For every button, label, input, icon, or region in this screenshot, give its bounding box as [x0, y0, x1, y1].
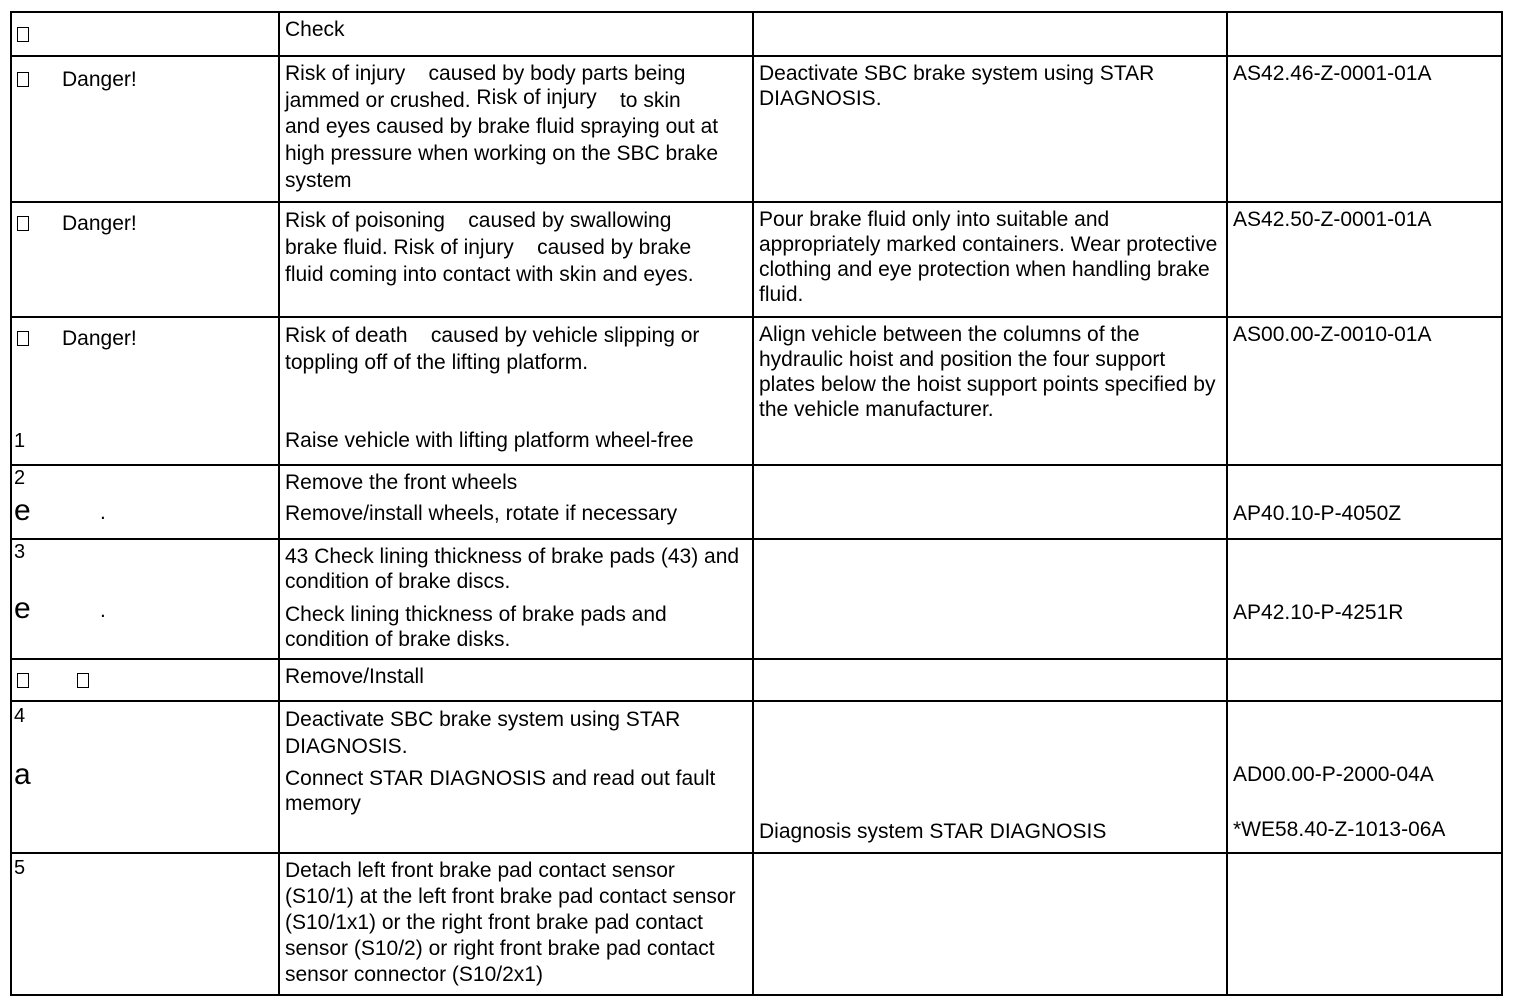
- cell-risk: [279, 56, 753, 202]
- step-title: Remove the front wheels: [285, 471, 518, 494]
- step-number: 2: [14, 467, 26, 489]
- risk-text: Risk of injury: [476, 86, 597, 109]
- remove-symbol-icon: [17, 673, 29, 688]
- cell-section-label: [279, 659, 753, 701]
- cell-reference: [1227, 539, 1502, 659]
- reference-link[interactable]: AP42.10-P-4251R: [1233, 601, 1404, 624]
- cell-measure: [753, 202, 1227, 317]
- step-number: 3: [14, 541, 26, 563]
- cell-danger-label: [11, 317, 279, 465]
- danger-label: Danger!: [62, 68, 137, 91]
- step-mark-dot: .: [100, 501, 106, 524]
- cell-step: [11, 701, 279, 853]
- cell-symbol: [11, 12, 279, 56]
- cell-empty: [753, 465, 1227, 539]
- step-text: Raise vehicle with lifting platform wheel-free: [285, 429, 694, 452]
- check-symbol-icon: [17, 27, 29, 42]
- cell-reference: [1227, 202, 1502, 317]
- cell-danger-label: [11, 56, 279, 202]
- step-mark-icon: e: [14, 592, 31, 625]
- cell-step: [11, 853, 279, 995]
- cell-empty: [1227, 853, 1502, 995]
- step-number: 1: [14, 430, 26, 452]
- cell-measure: [753, 317, 1227, 465]
- risk-text: Risk of death: [285, 324, 408, 347]
- step-mark-dot: .: [100, 599, 106, 622]
- measure-text: Deactivate SBC brake system using STAR DIAGNOSIS.: [759, 62, 1155, 110]
- cell-empty: [753, 539, 1227, 659]
- cell-step-text: [279, 701, 753, 853]
- cell-empty: [1227, 659, 1502, 701]
- cell-step: [11, 539, 279, 659]
- step-mark-icon: a: [14, 758, 31, 791]
- table-row-danger-3: [11, 317, 1502, 465]
- step-title: 43 Check lining thickness of brake pads (43) and condition of brake discs.: [285, 545, 740, 593]
- cell-tool: [753, 701, 1227, 853]
- risk-cause-text: caused by swallowing: [468, 209, 672, 232]
- cell-risk: [279, 317, 753, 465]
- cell-step-text: [279, 465, 753, 539]
- cell-empty: [1227, 12, 1502, 56]
- cell-empty: [753, 12, 1227, 56]
- warning-symbol-icon: [17, 72, 29, 87]
- risk-cause-text: to skin: [619, 89, 681, 112]
- danger-label: Danger!: [62, 327, 137, 350]
- reference-link[interactable]: AD00.00-P-2000-04A: [1233, 763, 1434, 786]
- risk-text: brake fluid. Risk of injury: [285, 236, 514, 259]
- cell-reference: [1227, 56, 1502, 202]
- step-title: Deactivate SBC brake system using STAR DIAGNOSIS.: [285, 708, 681, 758]
- risk-cause-text: caused by vehicle slipping or: [430, 324, 700, 347]
- step-subtext: Connect STAR DIAGNOSIS and read out fault memory: [285, 767, 716, 815]
- risk-text: Risk of injury: [285, 62, 406, 85]
- cell-reference: [1227, 465, 1502, 539]
- table-row-danger-2: [11, 202, 1502, 317]
- risk-text: jammed or crushed.: [285, 89, 471, 112]
- table-row-step-3: [11, 539, 1502, 659]
- warning-symbol-icon: [17, 216, 29, 231]
- cell-step: [11, 465, 279, 539]
- reference-link[interactable]: AS00.00-Z-0010-01A: [1233, 323, 1432, 346]
- measure-text: Pour brake fluid only into suitable and appropriately marked containers. Wear protective clothing and eye protection when handling brake fluid.: [759, 208, 1218, 306]
- check-label: Check: [285, 18, 345, 41]
- cell-measure: [753, 56, 1227, 202]
- table-row-step-5: [11, 853, 1502, 995]
- cell-danger-label: [11, 202, 279, 317]
- cell-reference: [1227, 317, 1502, 465]
- risk-cause-text: caused by brake: [537, 236, 692, 259]
- step-number: 5: [14, 857, 26, 879]
- reference-link[interactable]: AS42.46-Z-0001-01A: [1233, 62, 1432, 85]
- table-row-remove-install: [11, 659, 1502, 701]
- procedure-table-container: [10, 11, 1501, 994]
- table-row-step-4: [11, 701, 1502, 853]
- risk-cause-text: caused by body parts being: [428, 62, 686, 85]
- step-number: 4: [14, 705, 26, 727]
- reference-link[interactable]: AS42.50-Z-0001-01A: [1233, 208, 1432, 231]
- cell-empty: [753, 853, 1227, 995]
- reference-link[interactable]: AP40.10-P-4050Z: [1233, 502, 1402, 525]
- warning-symbol-icon: [17, 331, 29, 346]
- table-row-check: [11, 12, 1502, 56]
- step-mark-icon: e: [14, 494, 31, 527]
- reference-link[interactable]: *WE58.40-Z-1013-06A: [1233, 818, 1446, 841]
- cell-reference: [1227, 701, 1502, 853]
- section-label: Remove/Install: [285, 665, 424, 688]
- danger-label: Danger!: [62, 212, 137, 235]
- procedure-table: [10, 11, 1503, 996]
- cell-risk: [279, 202, 753, 317]
- tool-text: Diagnosis system STAR DIAGNOSIS: [759, 820, 1107, 843]
- install-symbol-icon: [77, 673, 89, 688]
- cell-empty: [753, 659, 1227, 701]
- measure-text: Align vehicle between the columns of the hydraulic hoist and position the four support plates below the hoist support points specified by the vehicle manufacturer.: [759, 323, 1216, 421]
- cell-symbol: [11, 659, 279, 701]
- risk-detail-text: fluid coming into contact with skin and eyes.: [285, 263, 694, 286]
- step-title: Detach left front brake pad contact sensor (S10/1) at the left front brake pad contact sensor (S10/1x1) or the right front brake pad contact sensor (S10/2) or right front brake pad contact sensor connector (S10/2x1): [285, 859, 736, 986]
- cell-step-text: [279, 539, 753, 659]
- risk-detail-text: toppling off of the lifting platform.: [285, 351, 589, 374]
- risk-detail-text: and eyes caused by brake fluid spraying out at high pressure when working on the SBC brake system: [285, 115, 719, 192]
- cell-check-label: [279, 12, 753, 56]
- table-row-step-2: [11, 465, 1502, 539]
- risk-text: Risk of poisoning: [285, 209, 445, 232]
- table-row-danger-1: [11, 56, 1502, 202]
- cell-step-text: [279, 853, 753, 995]
- step-subtext: Remove/install wheels, rotate if necessary: [285, 502, 678, 525]
- step-subtext: Check lining thickness of brake pads and condition of brake disks.: [285, 603, 667, 651]
